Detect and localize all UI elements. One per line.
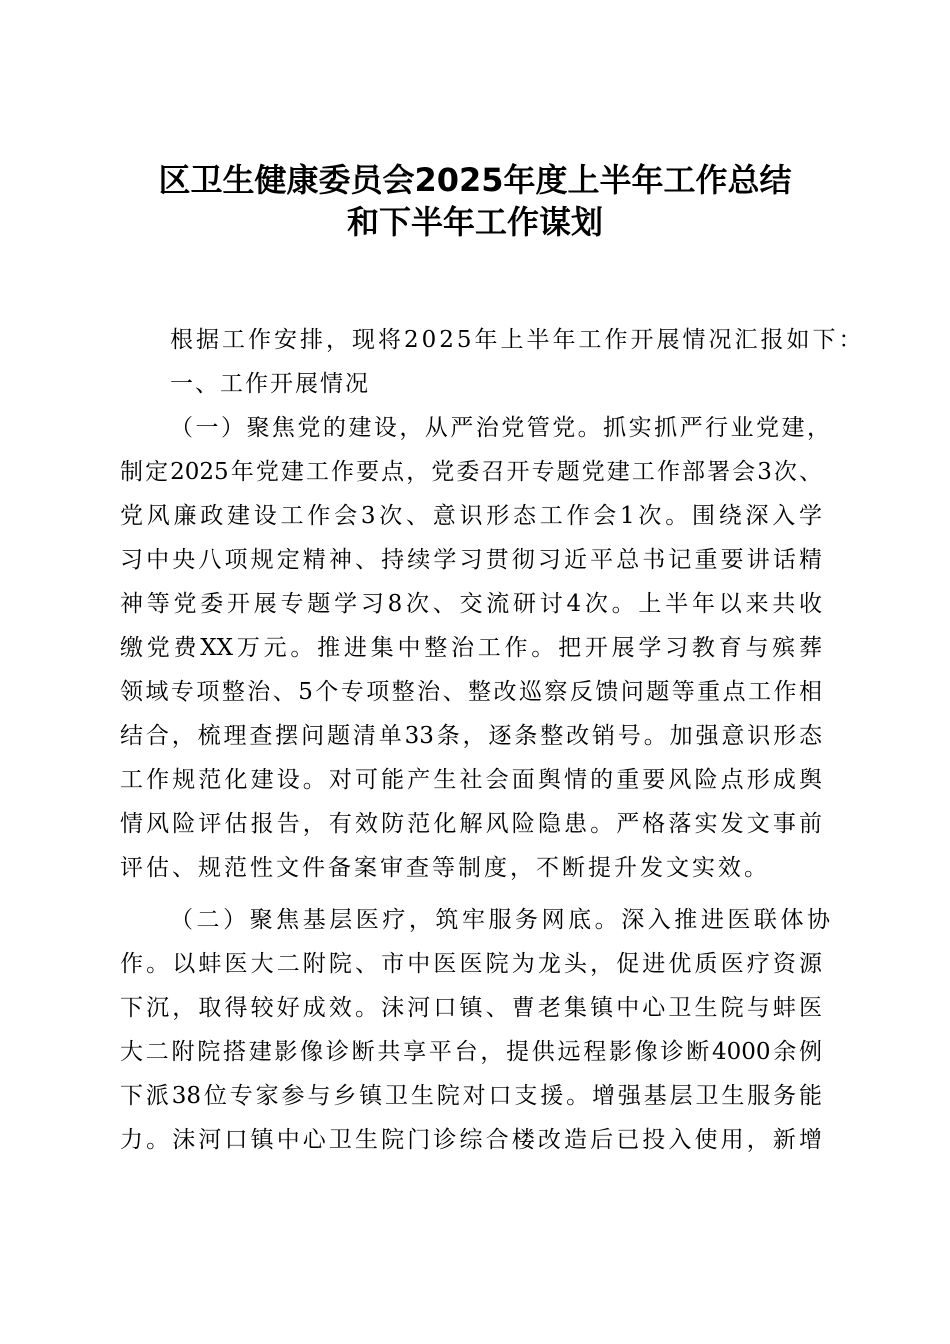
paragraph-line: 结合，梳理查摆问题清单33条，逐条整改销号。加强意识形态 — [120, 723, 822, 749]
document-title-line-2: 和下半年工作谋划 — [346, 203, 603, 241]
paragraph-line: 工作规范化建设。对可能产生社会面舆情的重要风险点形成舆 — [120, 767, 822, 793]
paragraph-line: 神等党委开展专题学习8次、交流研讨4次。上半年以来共收 — [120, 591, 822, 617]
paragraph-line: 力。沫河口镇中心卫生院门诊综合楼改造后已投入使用，新增 — [120, 1127, 822, 1153]
paragraph-line: 领域专项整治、5个专项整治、整改巡察反馈问题等重点工作相 — [120, 679, 822, 705]
intro-paragraph: 根据工作安排，现将2025年上半年工作开展情况汇报如下： — [170, 327, 865, 353]
paragraph-line: （二）聚焦基层医疗，筑牢服务网底。深入推进医联体协 — [170, 907, 830, 933]
paragraph-line: 制定2025年党建工作要点，党委召开专题党建工作部署会3次、 — [120, 459, 822, 485]
paragraph-line: （一）聚焦党的建设，从严治党管党。抓实抓严行业党建， — [170, 415, 830, 441]
section-heading-1: 一、工作开展情况 — [170, 371, 370, 397]
paragraph-line: 党风廉政建设工作会3次、意识形态工作会1次。围绕深入学 — [120, 503, 822, 529]
paragraph-line: 下沉，取得较好成效。沫河口镇、曹老集镇中心卫生院与蚌医 — [120, 995, 822, 1021]
document-title-line-1: 区卫生健康委员会2025年度上半年工作总结 — [158, 161, 792, 199]
paragraph-line: 习中央八项规定精神、持续学习贯彻习近平总书记重要讲话精 — [120, 547, 822, 573]
paragraph-line: 下派38位专家参与乡镇卫生院对口支援。增强基层卫生服务能 — [120, 1083, 822, 1109]
paragraph-line: 情风险评估报告，有效防范化解风险隐患。严格落实发文事前 — [120, 811, 822, 837]
paragraph-line: 作。以蚌医大二附院、市中医医院为龙头，促进优质医疗资源 — [120, 951, 822, 977]
paragraph-line-last: 评估、规范性文件备案审查等制度，不断提升发文实效。 — [120, 855, 770, 881]
paragraph-line: 大二附院搭建影像诊断共享平台，提供远程影像诊断4000余例 — [120, 1039, 822, 1065]
paragraph-line: 缴党费XX万元。推进集中整治工作。把开展学习教育与殡葬 — [120, 635, 822, 661]
